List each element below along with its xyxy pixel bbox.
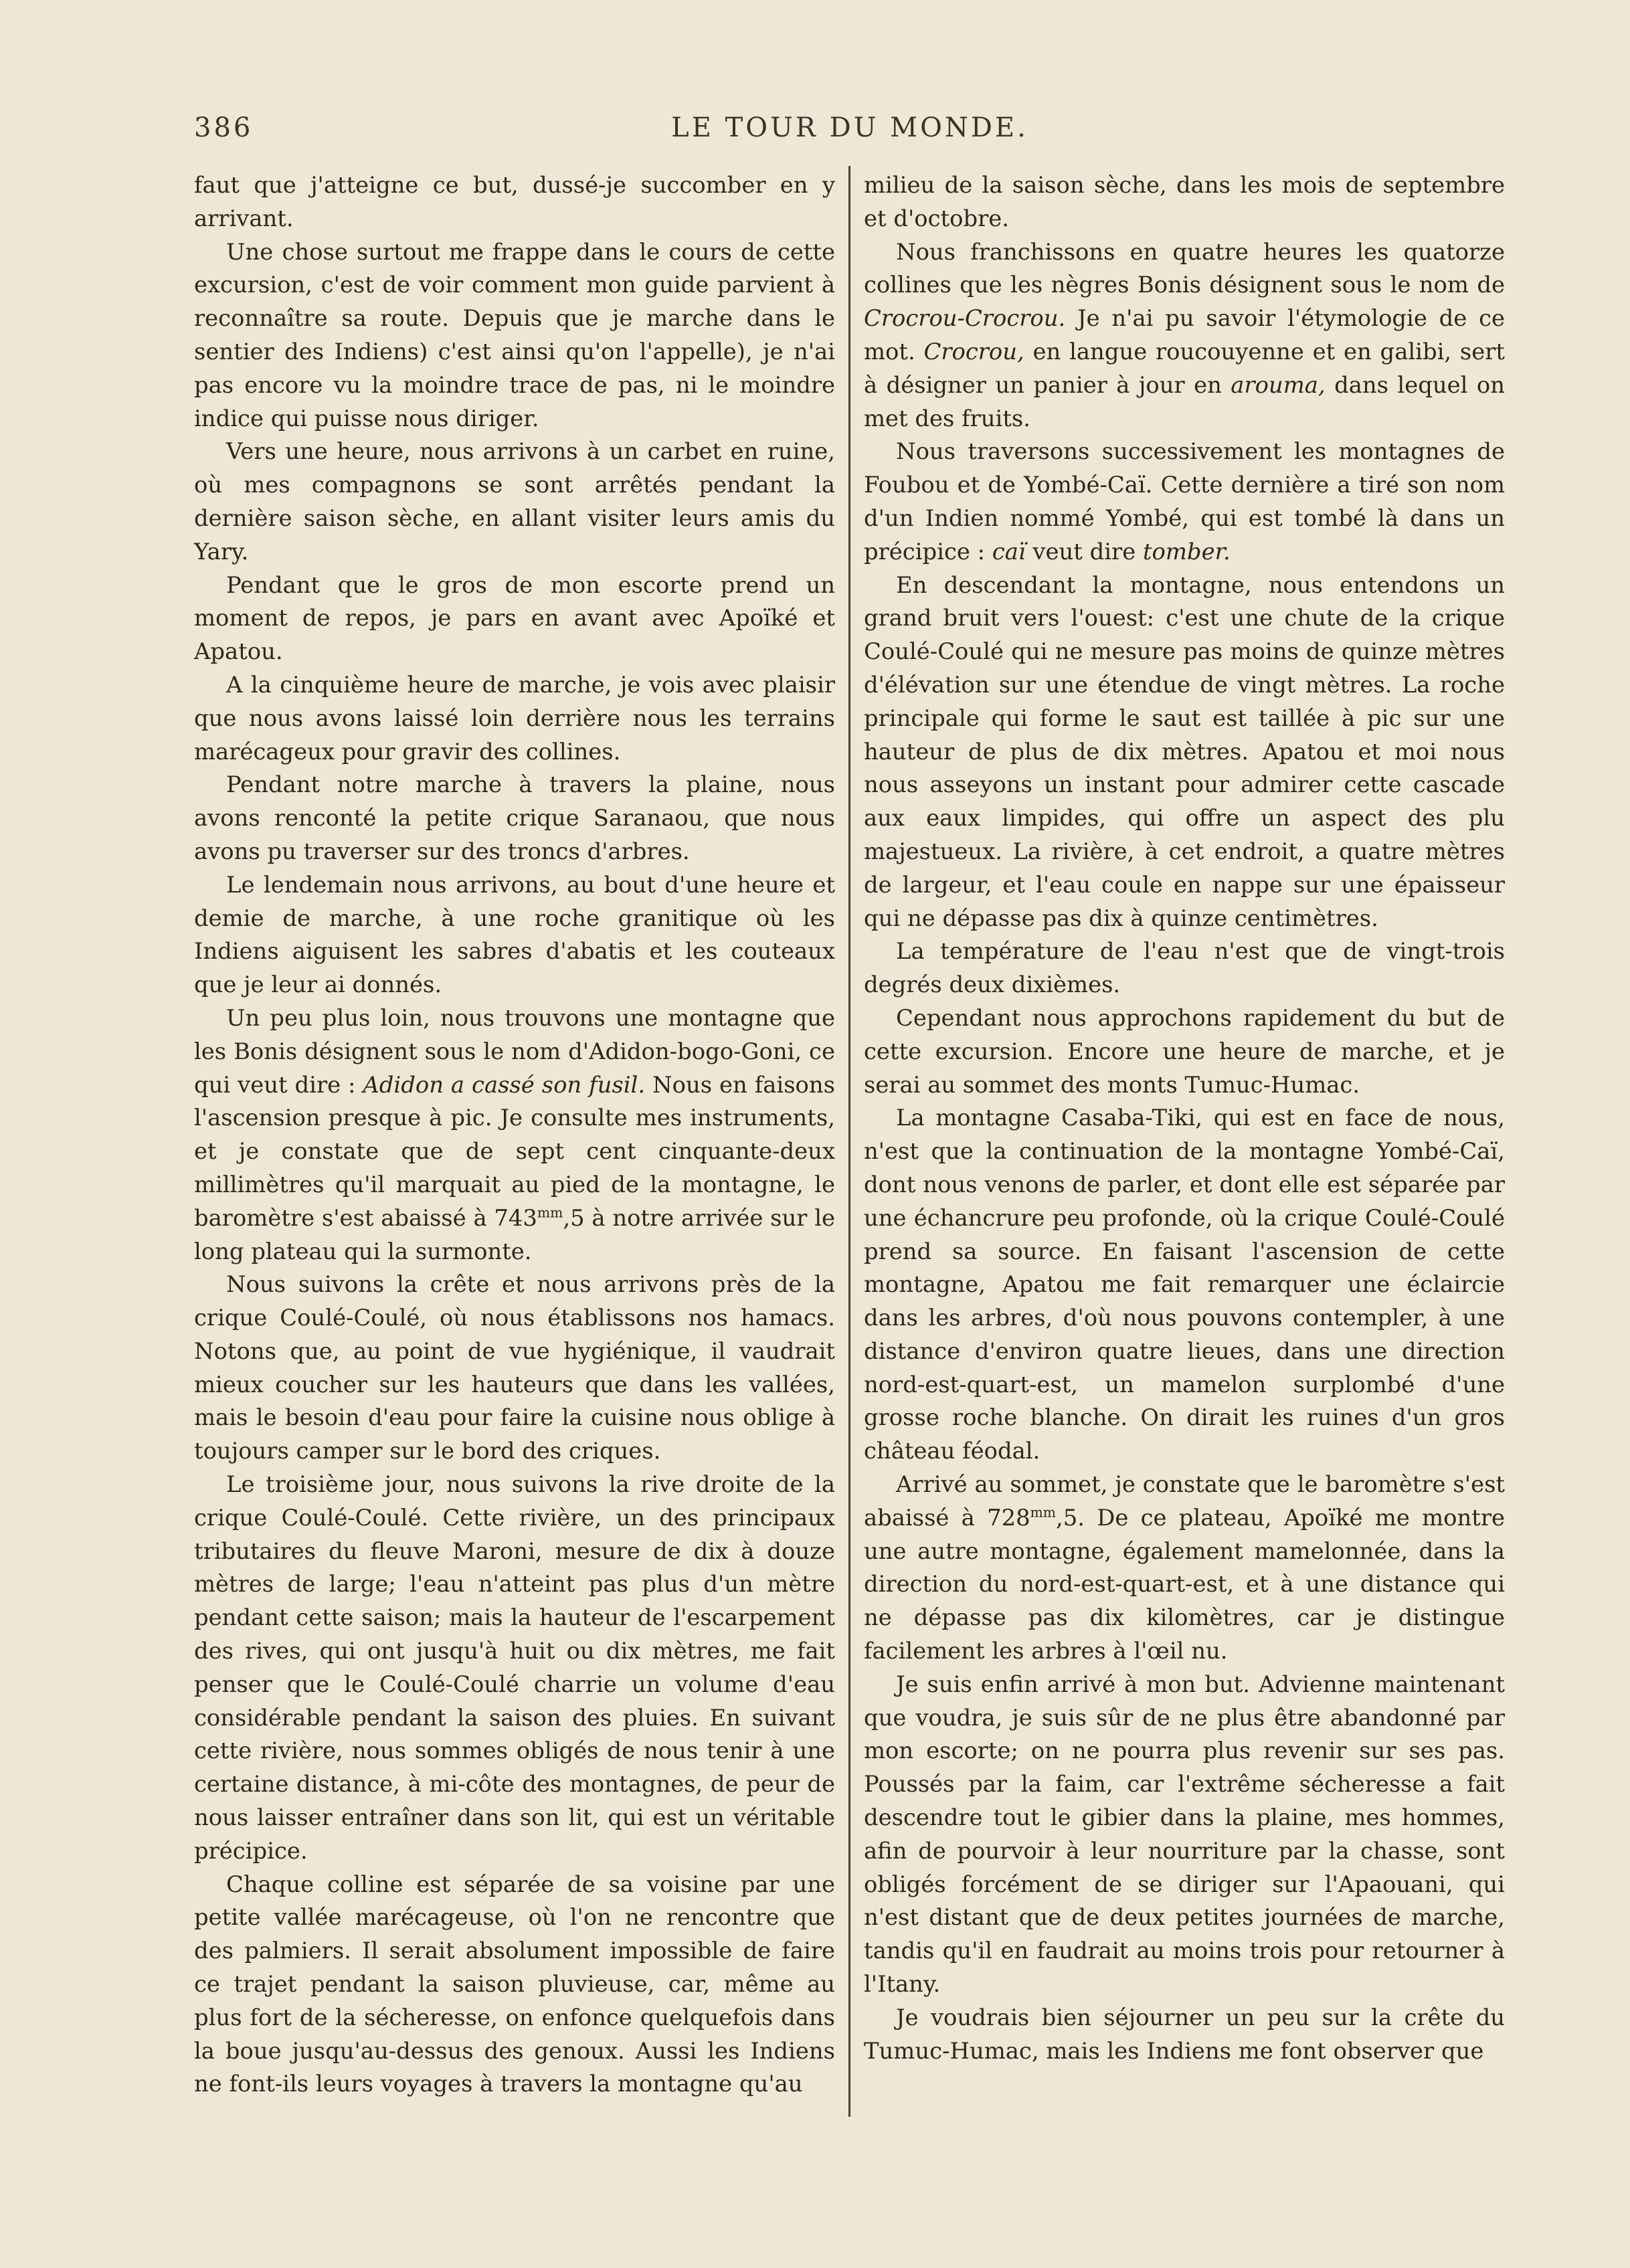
paragraph: Pendant que le gros de mon escorte prend un moment de repos, je pars en avant avec Apoïké et Apatou. [194, 571, 835, 665]
paragraph: En descendant la montagne, nous entendons un grand bruit vers l'ouest: c'est une chute de la crique Coulé-Coulé qui ne mesure pas moins de quinze mètres d'élévation sur une étendue de vingt mètres. La roche principale qui forme le saut est taillée à pic sur une hauteur de plus de dix mètres. Apatou et moi nous nous asseyons un instant pour admirer cette cascade aux eaux limpides, qui offre un aspect des plu majestueux. La rivière, à cet endroit, a quatre mètres de largeur, et l'eau coule en nappe sur une épaisseur qui ne dépasse pas dix à quinze centimètres. [864, 571, 1505, 931]
unit-superscript: mm [537, 1204, 563, 1221]
paragraph: Arrivé au sommet, je constate que le baromètre s'est abaissé à $728^{mm},5$. De ce plateau, Apoïké me montre une autre montagne, également mamelonnée, dans la direction du nord-est-quart-est, et à une distance qui ne dépasse pas dix kilomètres, car je distingue facilement les arbres à l'œil nu. [864, 1471, 1506, 1665]
paragraph: Pendant notre marche à travers la plaine, nous avons renconté la petite crique Saranaou, que nous avons pu traverser sur des troncs d'arbres. [194, 771, 835, 864]
italic-phrase: Crocrou, [923, 338, 1024, 365]
italic-phrase: arouma, [1231, 371, 1326, 398]
right-column [864, 169, 1505, 2067]
paragraph: La montagne Casaba-Tiki, qui est en face de nous, n'est que la continuation de la montagne Yombé-Caï, dont nous venons de parler, et dont elle est séparée par une échancrure peu profonde, où la crique Coulé-Coulé prend sa source. En faisant l'ascension de cette montagne, Apatou me fait remarquer une éclaircie dans les arbres, d'où nous pouvons contempler, à une distance d'environ quatre lieues, dans une direction nord-est-quart-est, un mamelon surplombé d'une grosse roche blanche. On dirait les ruines d'un gros château féodal. [864, 1105, 1505, 1464]
paragraph: milieu de la saison sèche, dans les mois de septembre et d'octobre. [864, 172, 1505, 231]
running-title: LE TOUR DU MONDE. [671, 112, 1028, 143]
italic-phrase: Adidon a cassé son fusil. [363, 1071, 646, 1098]
paragraph: A la cinquième heure de marche, je vois avec plaisir que nous avons laissé loin derrière nous les terrains marécageux pour gravir des collines. [194, 671, 835, 765]
paragraph: Je voudrais bien séjourner un peu sur la crête du Tumuc-Humac, mais les Indiens me font observer que [864, 2004, 1505, 2064]
paragraph: La température de l'eau n'est que de vingt-trois degrés deux dixièmes. [864, 938, 1505, 998]
italic-phrase: tomber. [1142, 538, 1231, 565]
italic-phrase: caï [992, 538, 1026, 565]
page-number: 386 [194, 112, 254, 143]
paragraph: Un peu plus loin, nous trouvons une montagne que les Bonis désignent sous le nom d'Adidon-bogo-Goni, ce qui veut dire : Adidon a cassé son fusil. Nous en faisons l'ascension presque à pic. Je consulte mes instruments, et je constate que de sept cent cinquante-deux millimètres qu'il marquait au pied de la montagne, le baromètre s'est abaissé à $743^{mm},5$ à notre arrivée sur le long plateau qui la surmonte. [194, 1004, 835, 1264]
paragraph: Le troisième jour, nous suivons la rive droite de la crique Coulé-Coulé. Cette rivière, un des principaux tributaires du fleuve Maroni, mesure de dix à douze mètres de large; l'eau n'atteint pas plus d'un mètre pendant cette saison; mais la hauteur de l'escarpement des rives, qui ont jusqu'à huit ou dix mètres, me fait penser que le Coulé-Coulé charrie un volume d'eau considérable pendant la saison des pluies. En suivant cette rivière, nous sommes obligés de nous tenir à une certaine distance, à mi-côte des montagnes, de peur de nous laisser entraîner dans son lit, qui est un véritable précipice. [194, 1471, 835, 1864]
paragraph: Vers une heure, nous arrivons à un carbet en ruine, où mes compagnons se sont arrêtés pendant la dernière saison sèche, en allant visiter leurs amis du Yary. [194, 438, 835, 565]
paragraph: faut que j'atteigne ce but, dussé-je succomber en y arrivant. [194, 172, 835, 231]
paragraph: Nous suivons la crête et nous arrivons près de la crique Coulé-Coulé, où nous établissons nos hamacs. Notons que, au point de vue hygiénique, il vaudrait mieux coucher sur les hauteurs que dans les vallées, mais le besoin d'eau pour faire la cuisine nous oblige à toujours camper sur le bord des criques. [194, 1271, 835, 1464]
italic-phrase: Crocrou-Crocrou. [864, 305, 1066, 332]
column-divider [848, 166, 850, 2117]
paragraph: Une chose surtout me frappe dans le cours de cette excursion, c'est de voir comment mon guide parvient à reconnaître sa route. Depuis que je marche dans le sentier des Indiens) c'est ainsi qu'on l'appelle), je n'ai pas encore vu la moindre trace de pas, ni le moindre indice qui puisse nous diriger. [194, 238, 835, 432]
paragraph: Cependant nous approchons rapidement du but de cette excursion. Encore une heure de marche, et je serai au sommet des monts Tumuc-Humac. [864, 1004, 1505, 1098]
unit-superscript: mm [1030, 1504, 1057, 1521]
paragraph: Nous traversons successivement les montagnes de Foubou et de Yombé-Caï. Cette dernière a tiré son nom d'un Indien nommé Yombé, qui est tombé là dans un précipice : caï veut dire tomber. [864, 438, 1505, 565]
left-column [194, 169, 835, 2101]
paragraph: Chaque colline est séparée de sa voisine par une petite vallée marécageuse, où l'on ne rencontre que des palmiers. Il serait absolument impossible de faire ce trajet pendant la saison pluvieuse, car, même au plus fort de la sécheresse, on enfonce quelquefois dans la boue jusqu'au-dessus des genoux. Aussi les Indiens ne font-ils leurs voyages à travers la montagne qu'au [194, 1871, 835, 2097]
paragraph: Nous franchissons en quatre heures les quatorze collines que les nègres Bonis désignent sous le nom de Crocrou-Crocrou. Je n'ai pu savoir l'étymologie de ce mot. Crocrou, en langue roucouyenne et en galibi, sert à désigner un panier à jour en arouma, dans lequel on met des fruits. [864, 238, 1505, 432]
paragraph: Je suis enfin arrivé à mon but. Advienne maintenant que voudra, je suis sûr de ne plus être abandonné par mon escorte; on ne pourra plus revenir sur ses pas. Poussés par la faim, car l'extrême sécheresse a fait descendre tout le gibier dans la plaine, mes hommes, afin de pourvoir à leur nourriture par la chasse, sont obligés forcément de se diriger sur l'Apaouani, qui n'est distant que de deux petites journées de marche, tandis qu'il en faudrait au moins trois pour retourner à l'Itany. [864, 1671, 1505, 1998]
page-header [194, 112, 1506, 153]
paragraph: Le lendemain nous arrivons, au bout d'une heure et demie de marche, à une roche granitique où les Indiens aiguisent les sabres d'abatis et les couteaux que je leur ai donnés. [194, 871, 835, 998]
